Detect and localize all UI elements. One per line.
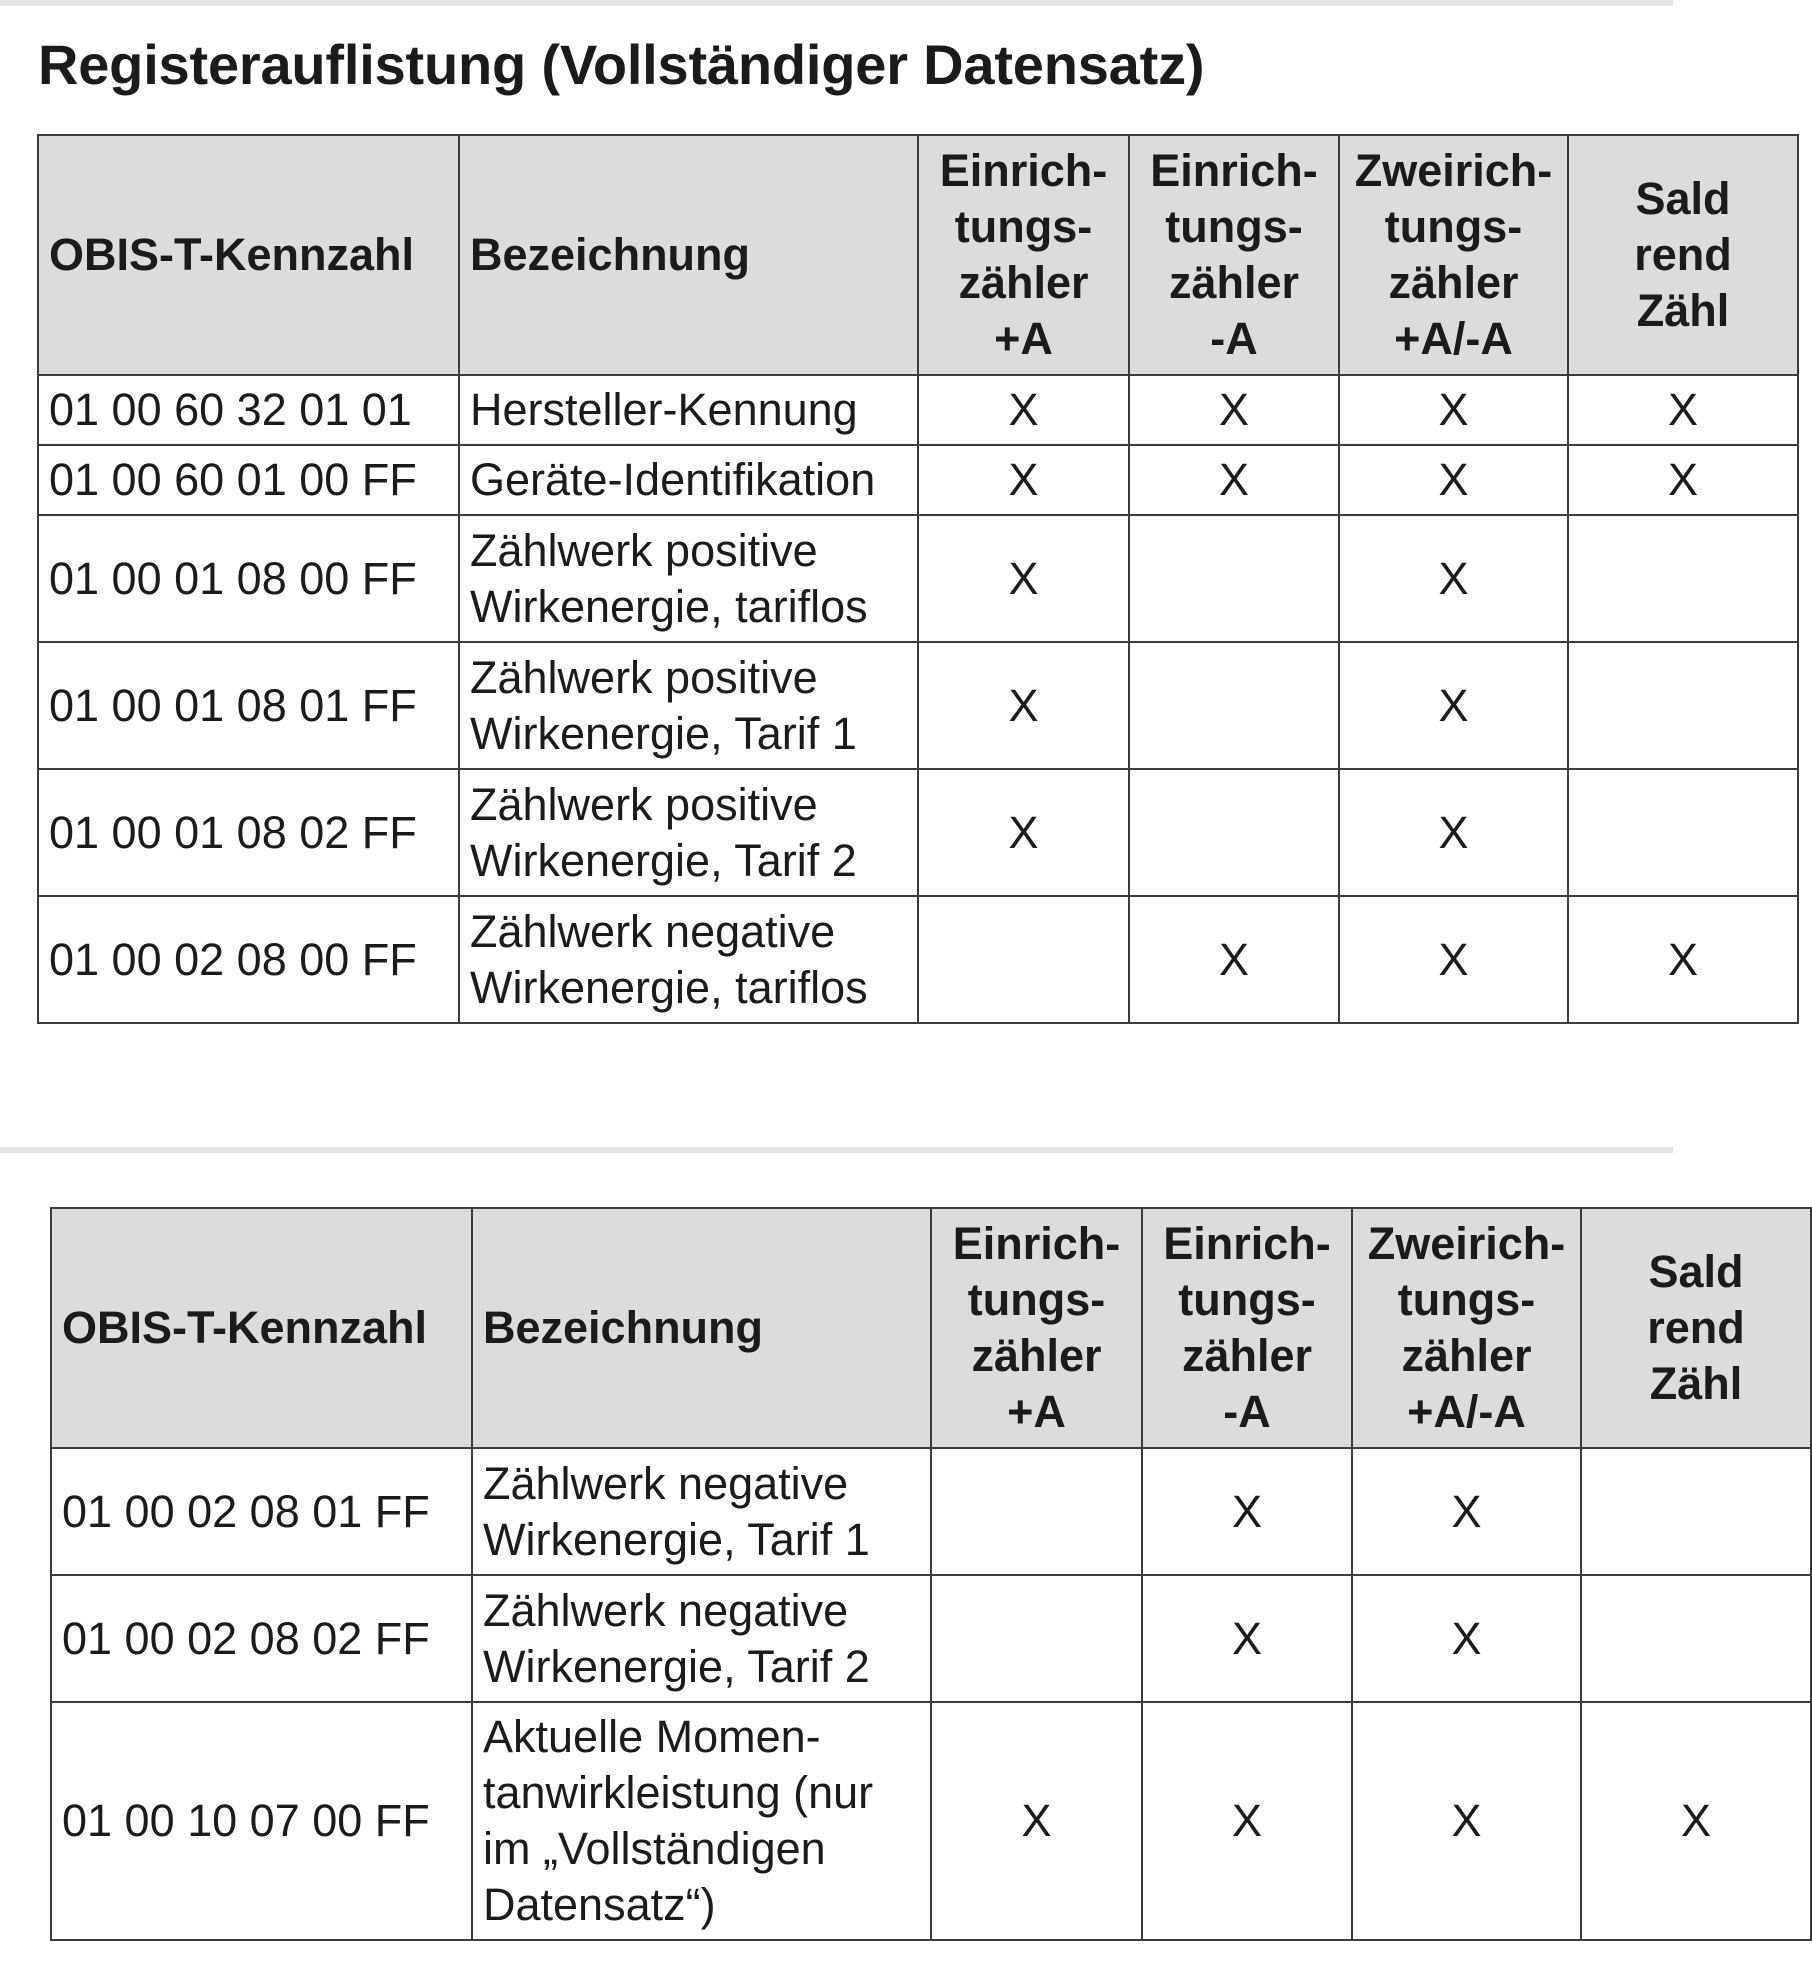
mark-saldierend — [1581, 1448, 1811, 1575]
mark-saldierend: X — [1568, 896, 1798, 1023]
table-row — [38, 769, 1798, 896]
mark-einrichtung-plus-a: X — [918, 642, 1129, 769]
mark-einrichtung-plus-a: X — [918, 515, 1129, 642]
mark-einrichtung-minus-a: X — [1129, 445, 1339, 515]
register-table-1 — [37, 134, 1799, 1024]
obis-code: 01 00 02 08 02 FF — [51, 1575, 472, 1702]
obis-code: 01 00 60 32 01 01 — [38, 375, 459, 445]
table-row — [38, 642, 1798, 769]
description: Zählwerk positive Wirkenergie, tariflos — [459, 515, 918, 642]
table-row — [38, 896, 1798, 1023]
obis-code: 01 00 60 01 00 FF — [38, 445, 459, 515]
mark-saldierend: X — [1581, 1702, 1811, 1940]
header-saldierender-zaehler: Sald rend Zähl — [1568, 135, 1798, 375]
mark-zweirichtung: X — [1339, 515, 1568, 642]
mark-zweirichtung: X — [1352, 1575, 1581, 1702]
mark-einrichtung-plus-a — [918, 896, 1129, 1023]
header-einrichtungszaehler-plus-a: Einrich- tungs- zähler +A — [931, 1208, 1142, 1448]
description: Zählwerk positive Wirkenergie, Tarif 1 — [459, 642, 918, 769]
mark-einrichtung-minus-a: X — [1129, 896, 1339, 1023]
mark-einrichtung-minus-a: X — [1142, 1702, 1352, 1940]
mark-einrichtung-minus-a: X — [1142, 1448, 1352, 1575]
mark-einrichtung-minus-a — [1129, 769, 1339, 896]
header-einrichtungszaehler-minus-a: Einrich- tungs- zähler -A — [1129, 135, 1339, 375]
mark-einrichtung-plus-a — [931, 1448, 1142, 1575]
header-einrichtungszaehler-minus-a: Einrich- tungs- zähler -A — [1142, 1208, 1352, 1448]
mark-zweirichtung: X — [1339, 896, 1568, 1023]
mark-einrichtung-plus-a: X — [931, 1702, 1142, 1940]
mark-saldierend — [1581, 1575, 1811, 1702]
mark-einrichtung-plus-a: X — [918, 445, 1129, 515]
description: Geräte-Identifikation — [459, 445, 918, 515]
obis-code: 01 00 02 08 00 FF — [38, 896, 459, 1023]
page-title: Registerauflistung (Vollständiger Datensatz) — [38, 33, 1205, 96]
mark-zweirichtung: X — [1339, 642, 1568, 769]
mark-zweirichtung: X — [1339, 375, 1568, 445]
obis-code: 01 00 01 08 01 FF — [38, 642, 459, 769]
header-einrichtungszaehler-plus-a: Einrich- tungs- zähler +A — [918, 135, 1129, 375]
top-divider — [0, 0, 1673, 6]
mark-saldierend — [1568, 642, 1798, 769]
mark-zweirichtung: X — [1352, 1702, 1581, 1940]
table-row — [38, 515, 1798, 642]
obis-code: 01 00 10 07 00 FF — [51, 1702, 472, 1940]
mark-zweirichtung: X — [1352, 1448, 1581, 1575]
mark-einrichtung-minus-a — [1129, 642, 1339, 769]
mark-einrichtung-minus-a: X — [1129, 375, 1339, 445]
register-table-2 — [50, 1207, 1812, 1941]
mark-zweirichtung: X — [1339, 445, 1568, 515]
obis-code: 01 00 01 08 00 FF — [38, 515, 459, 642]
table-row — [51, 1702, 1811, 1940]
mark-saldierend — [1568, 769, 1798, 896]
mark-einrichtung-plus-a: X — [918, 375, 1129, 445]
section-divider — [0, 1147, 1673, 1153]
description: Zählwerk positive Wirkenergie, Tarif 2 — [459, 769, 918, 896]
table-row — [38, 445, 1798, 515]
mark-saldierend: X — [1568, 445, 1798, 515]
mark-einrichtung-plus-a: X — [918, 769, 1129, 896]
description: Hersteller-Kennung — [459, 375, 918, 445]
table-row — [51, 1575, 1811, 1702]
header-obis-kennzahl: OBIS-T-Kennzahl — [51, 1208, 472, 1448]
mark-einrichtung-plus-a — [931, 1575, 1142, 1702]
mark-einrichtung-minus-a — [1129, 515, 1339, 642]
table-header-row — [38, 135, 1798, 375]
mark-saldierend — [1568, 515, 1798, 642]
table-row — [38, 375, 1798, 445]
header-zweirichtungszaehler: Zweirich- tungs- zähler +A/-A — [1352, 1208, 1581, 1448]
description: Zählwerk negative Wirkenergie, Tarif 2 — [472, 1575, 931, 1702]
mark-einrichtung-minus-a: X — [1142, 1575, 1352, 1702]
header-bezeichnung: Bezeichnung — [472, 1208, 931, 1448]
mark-saldierend: X — [1568, 375, 1798, 445]
mark-zweirichtung: X — [1339, 769, 1568, 896]
header-zweirichtungszaehler: Zweirich- tungs- zähler +A/-A — [1339, 135, 1568, 375]
obis-code: 01 00 02 08 01 FF — [51, 1448, 472, 1575]
header-saldierender-zaehler: Sald rend Zähl — [1581, 1208, 1811, 1448]
description: Zählwerk negative Wirkenergie, tariflos — [459, 896, 918, 1023]
table-header-row — [51, 1208, 1811, 1448]
header-bezeichnung: Bezeichnung — [459, 135, 918, 375]
description: Aktuelle Momen- tanwirkleistung (nur im „Vollständigen Datensatz“) — [472, 1702, 931, 1940]
description: Zählwerk negative Wirkenergie, Tarif 1 — [472, 1448, 931, 1575]
obis-code: 01 00 01 08 02 FF — [38, 769, 459, 896]
header-obis-kennzahl: OBIS-T-Kennzahl — [38, 135, 459, 375]
table-row — [51, 1448, 1811, 1575]
